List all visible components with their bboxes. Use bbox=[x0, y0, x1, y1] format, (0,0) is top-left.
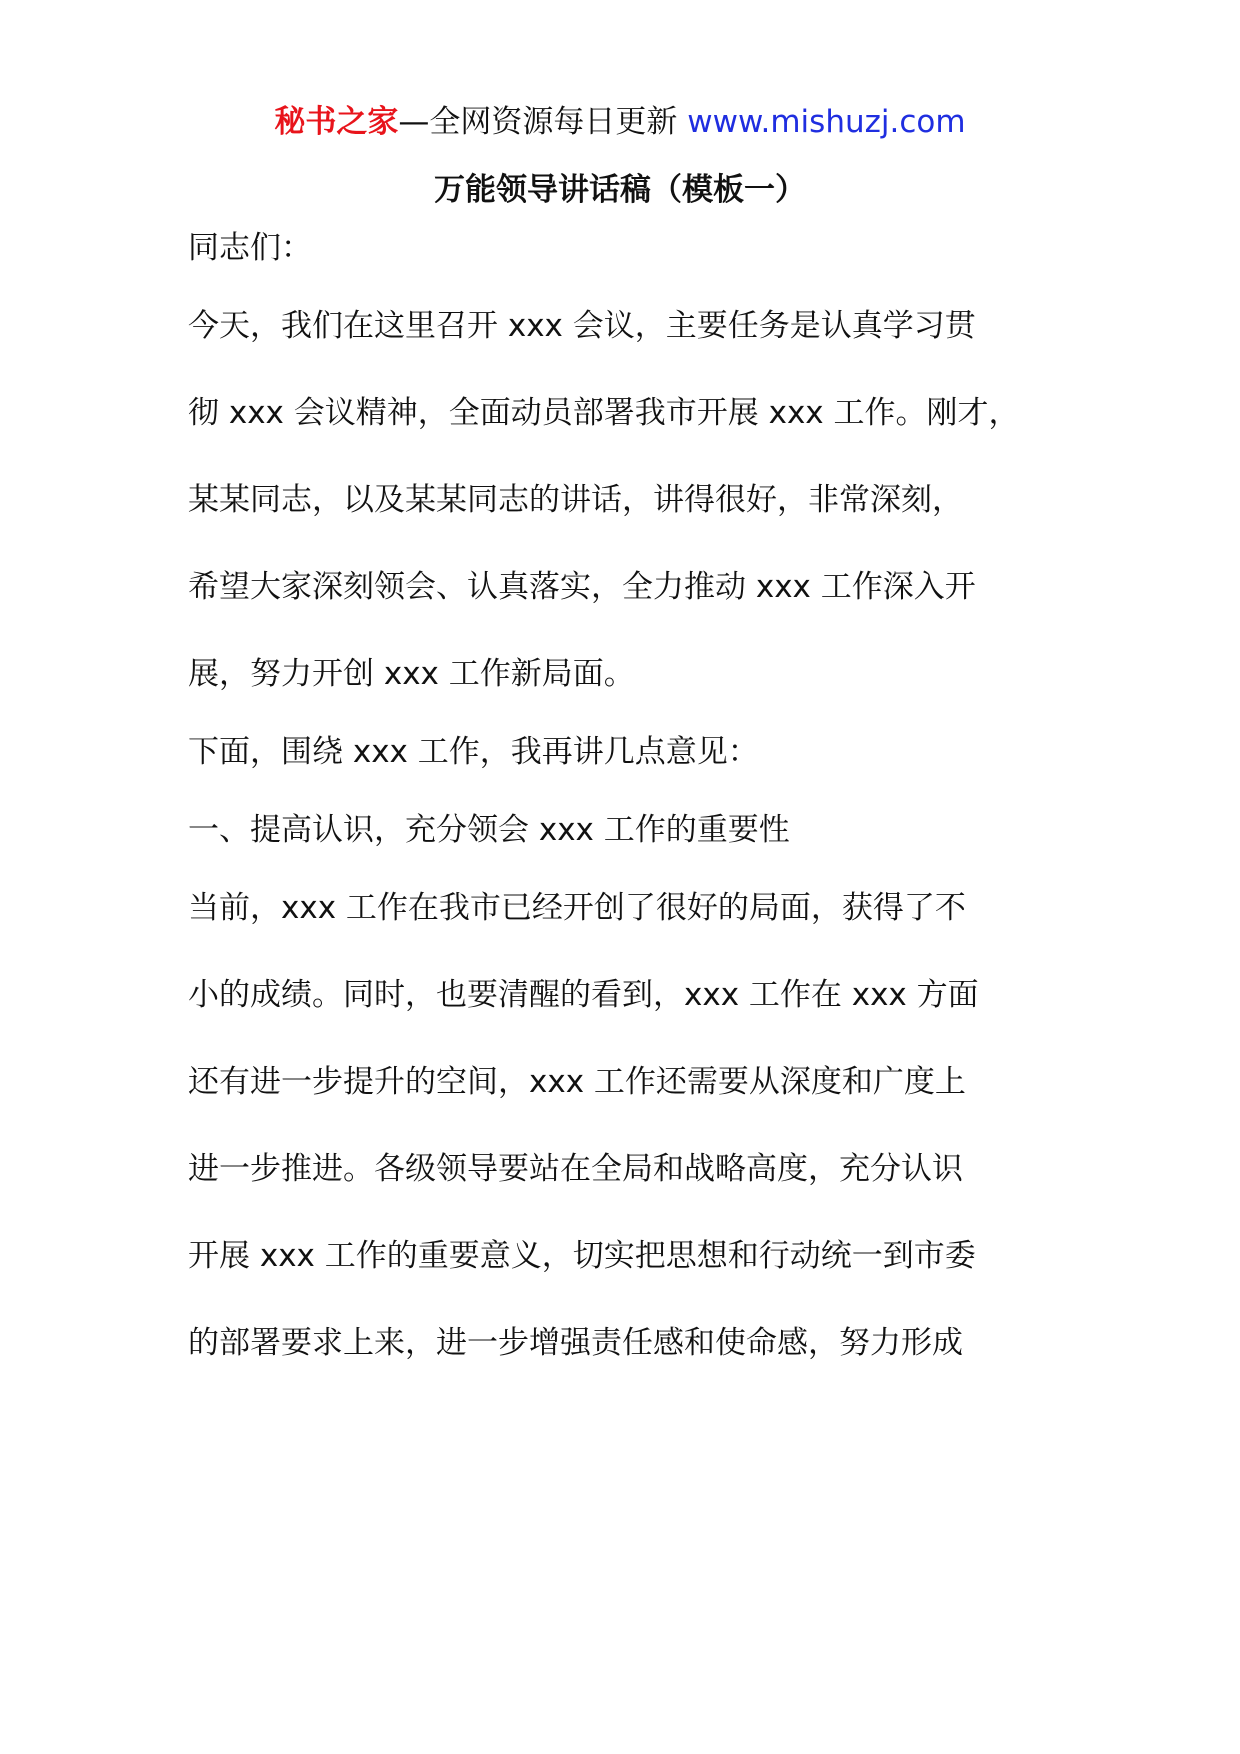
paragraph-line: 今天，我们在这里召开 xxx 会议，主要任务是认真学习贯 bbox=[188, 308, 976, 344]
paragraph-line: 还有进一步提升的空间，xxx 工作还需要从深度和广度上 bbox=[188, 1064, 966, 1100]
paragraph-line: 展，努力开创 xxx 工作新局面。 bbox=[188, 656, 635, 692]
site-url-link[interactable]: www.mishuzj.com bbox=[687, 104, 966, 140]
header-tagline: —全网资源每日更新 bbox=[398, 104, 688, 140]
paragraph-line: 开展 xxx 工作的重要意义，切实把思想和行动统一到市委 bbox=[188, 1238, 976, 1274]
paragraph-line: 小的成绩。同时，也要清醒的看到，xxx 工作在 xxx 方面 bbox=[188, 977, 979, 1013]
brand-name: 秘书之家 bbox=[274, 104, 399, 140]
paragraph-line: 的部署要求上来，进一步增强责任感和使命感，努力形成 bbox=[188, 1325, 963, 1361]
document-title: 万能领导讲话稿（模板一） bbox=[434, 172, 806, 208]
paragraph-line: 某某同志，以及某某同志的讲话，讲得很好，非常深刻， bbox=[188, 482, 963, 518]
salutation: 同志们： bbox=[188, 230, 312, 266]
paragraph-line: 彻 xxx 会议精神，全面动员部署我市开展 xxx 工作。刚才， bbox=[188, 395, 1020, 431]
section-heading: 一、提高认识，充分领会 xxx 工作的重要性 bbox=[188, 812, 790, 848]
paragraph-line: 希望大家深刻领会、认真落实，全力推动 xxx 工作深入开 bbox=[188, 569, 976, 605]
paragraph-line: 当前，xxx 工作在我市已经开创了很好的局面，获得了不 bbox=[188, 890, 966, 926]
site-header bbox=[0, 100, 1240, 144]
paragraph-line: 进一步推进。各级领导要站在全局和战略高度，充分认识 bbox=[188, 1151, 963, 1187]
paragraph-line: 下面，围绕 xxx 工作，我再讲几点意见： bbox=[188, 734, 759, 770]
